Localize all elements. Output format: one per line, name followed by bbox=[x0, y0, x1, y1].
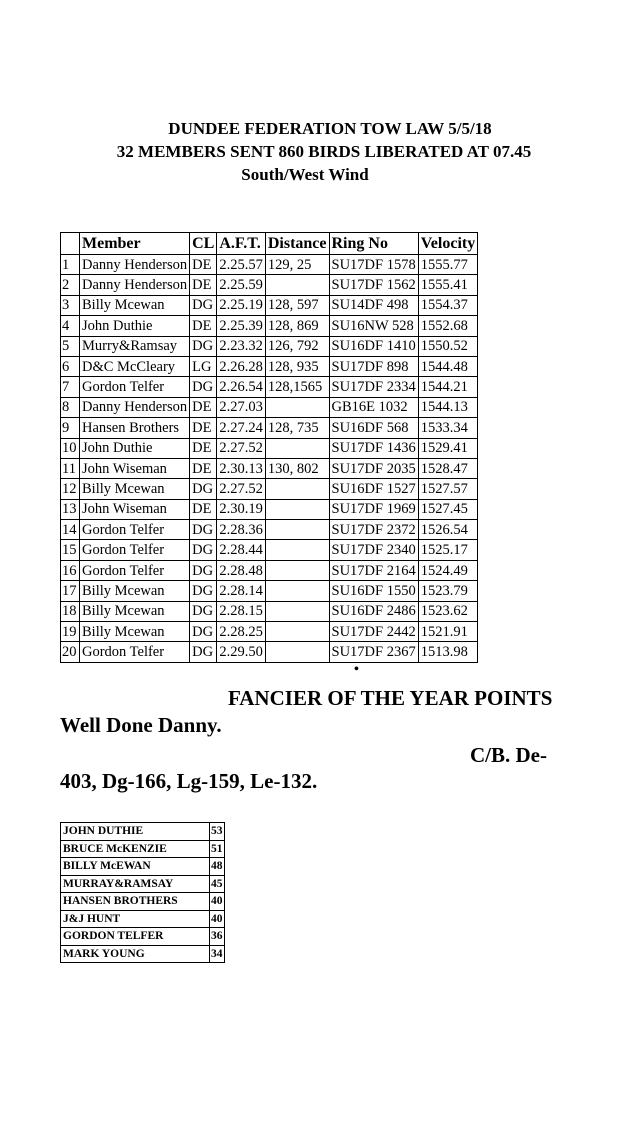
cell-member: Gordon Telfer bbox=[80, 520, 190, 540]
cell-distance bbox=[265, 622, 329, 642]
cell-member: John Wiseman bbox=[80, 499, 190, 519]
cell-member: John Wiseman bbox=[80, 458, 190, 478]
cell-cl: LG bbox=[190, 356, 217, 376]
cell-aft: 2.28.36 bbox=[217, 520, 266, 540]
cell-cl: DG bbox=[190, 336, 217, 356]
cell-member: Billy Mcewan bbox=[80, 295, 190, 315]
cell-velocity: 1523.79 bbox=[418, 581, 478, 601]
cell-aft: 2.28.15 bbox=[217, 601, 266, 621]
cell-ring-no: SU17DF 898 bbox=[329, 356, 418, 376]
cell-cl: DG bbox=[190, 560, 217, 580]
points-value: 34 bbox=[210, 945, 225, 963]
list-item bbox=[61, 858, 225, 876]
points-name: BRUCE McKENZIE bbox=[61, 840, 210, 858]
cell-position: 8 bbox=[61, 397, 80, 417]
cell-member: D&C McCleary bbox=[80, 356, 190, 376]
cell-position: 19 bbox=[61, 622, 80, 642]
cell-member: Danny Henderson bbox=[80, 397, 190, 417]
cell-cl: DE bbox=[190, 418, 217, 438]
cb-text-line-1: C/B. De- bbox=[470, 743, 547, 767]
table-row bbox=[61, 499, 478, 519]
cell-aft: 2.27.03 bbox=[217, 397, 266, 417]
cell-velocity: 1544.48 bbox=[418, 356, 478, 376]
cell-aft: 2.25.19 bbox=[217, 295, 266, 315]
cell-velocity: 1521.91 bbox=[418, 622, 478, 642]
cell-ring-no: SU14DF 498 bbox=[329, 295, 418, 315]
table-row bbox=[61, 479, 478, 499]
points-name: HANSEN BROTHERS bbox=[61, 893, 210, 911]
cell-ring-no: SU16DF 2486 bbox=[329, 601, 418, 621]
list-item bbox=[61, 875, 225, 893]
points-value: 40 bbox=[210, 893, 225, 911]
cell-distance bbox=[265, 581, 329, 601]
title-line-2: 32 MEMBERS SENT 860 BIRDS LIBERATED AT 07.45 bbox=[116, 142, 532, 161]
cell-velocity: 1523.62 bbox=[418, 601, 478, 621]
cell-cl: DG bbox=[190, 601, 217, 621]
list-item bbox=[61, 910, 225, 928]
cell-position: 17 bbox=[61, 581, 80, 601]
table-row bbox=[61, 316, 478, 336]
cell-aft: 2.27.52 bbox=[217, 479, 266, 499]
cell-position: 15 bbox=[61, 540, 80, 560]
title-line-1: DUNDEE FEDERATION TOW LAW 5/5/18 bbox=[168, 119, 492, 138]
cell-cl: DG bbox=[190, 377, 217, 397]
points-name: MURRAY&RAMSAY bbox=[61, 875, 210, 893]
table-row bbox=[61, 255, 478, 275]
cell-aft: 2.25.57 bbox=[217, 255, 266, 275]
cell-position: 5 bbox=[61, 336, 80, 356]
cell-position: 10 bbox=[61, 438, 80, 458]
cell-velocity: 1528.47 bbox=[418, 458, 478, 478]
cell-member: Gordon Telfer bbox=[80, 560, 190, 580]
cell-velocity: 1555.77 bbox=[418, 255, 478, 275]
list-item bbox=[61, 928, 225, 946]
cell-aft: 2.27.52 bbox=[217, 438, 266, 458]
points-name: MARK YOUNG bbox=[61, 945, 210, 963]
cell-aft: 2.29.50 bbox=[217, 642, 266, 662]
fancier-title: FANCIER OF THE YEAR POINTS bbox=[228, 686, 553, 710]
col-header-velocity: Velocity bbox=[418, 233, 478, 255]
cell-ring-no: SU17DF 2035 bbox=[329, 458, 418, 478]
table-row bbox=[61, 622, 478, 642]
table-row bbox=[61, 397, 478, 417]
cell-ring-no: SU17DF 2442 bbox=[329, 622, 418, 642]
cell-position: 13 bbox=[61, 499, 80, 519]
cell-velocity: 1524.49 bbox=[418, 560, 478, 580]
cell-aft: 2.30.13 bbox=[217, 458, 266, 478]
table-row bbox=[61, 418, 478, 438]
cell-position: 7 bbox=[61, 377, 80, 397]
cell-cl: DE bbox=[190, 397, 217, 417]
table-row bbox=[61, 601, 478, 621]
cell-ring-no: SU17DF 1969 bbox=[329, 499, 418, 519]
cell-member: Billy Mcewan bbox=[80, 479, 190, 499]
cell-distance bbox=[265, 479, 329, 499]
cell-aft: 2.27.24 bbox=[217, 418, 266, 438]
cell-aft: 2.25.59 bbox=[217, 275, 266, 295]
table-row bbox=[61, 295, 478, 315]
cell-velocity: 1525.17 bbox=[418, 540, 478, 560]
cell-cl: DE bbox=[190, 438, 217, 458]
cell-position: 18 bbox=[61, 601, 80, 621]
cell-member: Gordon Telfer bbox=[80, 642, 190, 662]
cell-position: 12 bbox=[61, 479, 80, 499]
results-header-row bbox=[61, 233, 478, 255]
list-item bbox=[61, 893, 225, 911]
cell-aft: 2.26.28 bbox=[217, 356, 266, 376]
cell-ring-no: SU16DF 568 bbox=[329, 418, 418, 438]
cell-distance: 128, 735 bbox=[265, 418, 329, 438]
results-table bbox=[60, 232, 478, 663]
cell-member: Gordon Telfer bbox=[80, 377, 190, 397]
cell-velocity: 1554.37 bbox=[418, 295, 478, 315]
cell-cl: DG bbox=[190, 540, 217, 560]
cell-distance bbox=[265, 499, 329, 519]
points-value: 45 bbox=[210, 875, 225, 893]
cell-distance bbox=[265, 601, 329, 621]
cell-position: 2 bbox=[61, 275, 80, 295]
cell-velocity: 1529.41 bbox=[418, 438, 478, 458]
cell-distance bbox=[265, 438, 329, 458]
table-row bbox=[61, 520, 478, 540]
cell-position: 11 bbox=[61, 458, 80, 478]
cell-distance bbox=[265, 642, 329, 662]
cell-aft: 2.28.44 bbox=[217, 540, 266, 560]
cell-ring-no: SU17DF 1578 bbox=[329, 255, 418, 275]
col-header-member: Member bbox=[80, 233, 190, 255]
col-header-position bbox=[61, 233, 80, 255]
cell-distance: 126, 792 bbox=[265, 336, 329, 356]
cell-ring-no: SU16DF 1550 bbox=[329, 581, 418, 601]
cell-aft: 2.30.19 bbox=[217, 499, 266, 519]
cb-text-line-2: 403, Dg-166, Lg-159, Le-132. bbox=[60, 769, 318, 793]
cell-cl: DE bbox=[190, 458, 217, 478]
cell-distance bbox=[265, 275, 329, 295]
points-value: 53 bbox=[210, 823, 225, 841]
cell-member: Billy Mcewan bbox=[80, 601, 190, 621]
list-item bbox=[61, 823, 225, 841]
cell-distance: 128,1565 bbox=[265, 377, 329, 397]
cell-member: Gordon Telfer bbox=[80, 540, 190, 560]
cell-member: Murry&Ramsay bbox=[80, 336, 190, 356]
cell-distance bbox=[265, 520, 329, 540]
table-row bbox=[61, 540, 478, 560]
cell-cl: DG bbox=[190, 295, 217, 315]
cell-position: 9 bbox=[61, 418, 80, 438]
cell-ring-no: SU16DF 1410 bbox=[329, 336, 418, 356]
cell-ring-no: SU16NW 528 bbox=[329, 316, 418, 336]
cell-velocity: 1533.34 bbox=[418, 418, 478, 438]
cell-position: 4 bbox=[61, 316, 80, 336]
cell-ring-no: SU17DF 1436 bbox=[329, 438, 418, 458]
table-row bbox=[61, 458, 478, 478]
cell-aft: 2.25.39 bbox=[217, 316, 266, 336]
list-item bbox=[61, 945, 225, 963]
cell-distance bbox=[265, 560, 329, 580]
points-value: 40 bbox=[210, 910, 225, 928]
cell-cl: DG bbox=[190, 642, 217, 662]
cell-aft: 2.26.54 bbox=[217, 377, 266, 397]
dot-mark: • bbox=[354, 662, 359, 677]
cell-ring-no: SU17DF 2340 bbox=[329, 540, 418, 560]
cell-distance: 128, 597 bbox=[265, 295, 329, 315]
cell-cl: DE bbox=[190, 499, 217, 519]
cell-position: 16 bbox=[61, 560, 80, 580]
col-header-ring-no: Ring No bbox=[329, 233, 418, 255]
col-header-distance: Distance bbox=[265, 233, 329, 255]
table-row bbox=[61, 356, 478, 376]
well-done-text: Well Done Danny. bbox=[60, 713, 222, 737]
cell-velocity: 1544.13 bbox=[418, 397, 478, 417]
cell-distance: 128, 935 bbox=[265, 356, 329, 376]
table-row bbox=[61, 336, 478, 356]
cell-velocity: 1544.21 bbox=[418, 377, 478, 397]
cell-aft: 2.28.14 bbox=[217, 581, 266, 601]
cell-velocity: 1555.41 bbox=[418, 275, 478, 295]
cell-member: Danny Henderson bbox=[80, 255, 190, 275]
cell-distance: 128, 869 bbox=[265, 316, 329, 336]
title-line-3: South/West Wind bbox=[241, 165, 369, 184]
cell-member: Billy Mcewan bbox=[80, 581, 190, 601]
cell-velocity: 1513.98 bbox=[418, 642, 478, 662]
points-value: 48 bbox=[210, 858, 225, 876]
cell-velocity: 1550.52 bbox=[418, 336, 478, 356]
cell-distance: 129, 25 bbox=[265, 255, 329, 275]
list-item bbox=[61, 840, 225, 858]
cell-ring-no: SU17DF 2164 bbox=[329, 560, 418, 580]
cell-position: 6 bbox=[61, 356, 80, 376]
cell-member: Billy Mcewan bbox=[80, 622, 190, 642]
cell-distance: 130, 802 bbox=[265, 458, 329, 478]
cell-ring-no: SU17DF 2372 bbox=[329, 520, 418, 540]
table-row bbox=[61, 377, 478, 397]
cell-ring-no: SU17DF 2334 bbox=[329, 377, 418, 397]
table-row bbox=[61, 642, 478, 662]
cell-cl: DE bbox=[190, 275, 217, 295]
cell-position: 14 bbox=[61, 520, 80, 540]
table-row bbox=[61, 581, 478, 601]
cell-velocity: 1527.57 bbox=[418, 479, 478, 499]
cell-cl: DG bbox=[190, 520, 217, 540]
cell-member: John Duthie bbox=[80, 438, 190, 458]
cell-member: Hansen Brothers bbox=[80, 418, 190, 438]
cell-cl: DE bbox=[190, 316, 217, 336]
cell-aft: 2.28.25 bbox=[217, 622, 266, 642]
cell-position: 3 bbox=[61, 295, 80, 315]
cell-member: John Duthie bbox=[80, 316, 190, 336]
points-name: J&J HUNT bbox=[61, 910, 210, 928]
table-row bbox=[61, 438, 478, 458]
cell-velocity: 1552.68 bbox=[418, 316, 478, 336]
points-name: JOHN DUTHIE bbox=[61, 823, 210, 841]
cell-ring-no: GB16E 1032 bbox=[329, 397, 418, 417]
points-value: 36 bbox=[210, 928, 225, 946]
cell-velocity: 1526.54 bbox=[418, 520, 478, 540]
cell-cl: DG bbox=[190, 581, 217, 601]
points-name: BILLY McEWAN bbox=[61, 858, 210, 876]
cell-position: 20 bbox=[61, 642, 80, 662]
cell-position: 1 bbox=[61, 255, 80, 275]
cell-ring-no: SU17DF 2367 bbox=[329, 642, 418, 662]
cell-member: Danny Henderson bbox=[80, 275, 190, 295]
table-row bbox=[61, 275, 478, 295]
col-header-cl: CL bbox=[190, 233, 217, 255]
cell-ring-no: SU17DF 1562 bbox=[329, 275, 418, 295]
cell-cl: DG bbox=[190, 622, 217, 642]
cell-aft: 2.28.48 bbox=[217, 560, 266, 580]
col-header-aft: A.F.T. bbox=[217, 233, 266, 255]
points-name: GORDON TELFER bbox=[61, 928, 210, 946]
cell-distance bbox=[265, 540, 329, 560]
points-value: 51 bbox=[210, 840, 225, 858]
cell-ring-no: SU16DF 1527 bbox=[329, 479, 418, 499]
points-table bbox=[60, 822, 225, 963]
cell-velocity: 1527.45 bbox=[418, 499, 478, 519]
cell-cl: DE bbox=[190, 255, 217, 275]
cell-distance bbox=[265, 397, 329, 417]
cell-aft: 2.23.32 bbox=[217, 336, 266, 356]
cell-cl: DG bbox=[190, 479, 217, 499]
table-row bbox=[61, 560, 478, 580]
